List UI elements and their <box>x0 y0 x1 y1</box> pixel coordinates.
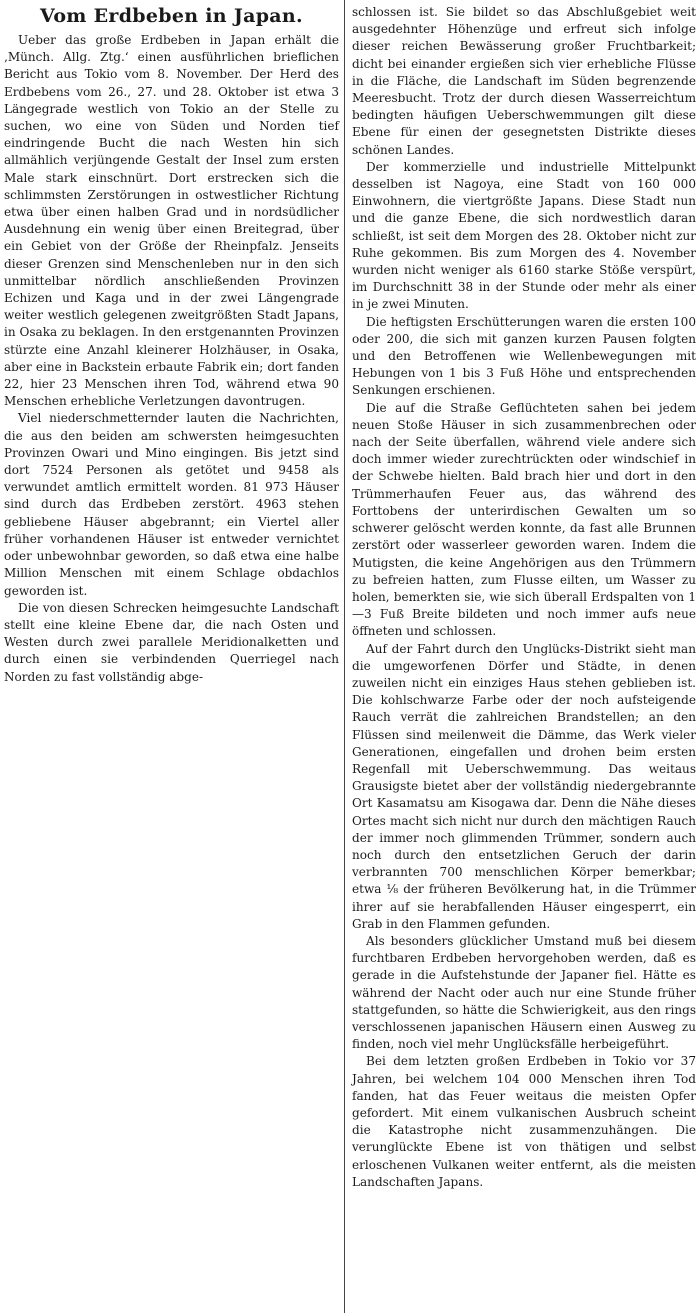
column-divider <box>344 0 345 1313</box>
paragraph-shocks: Die heftigsten Erschütterungen waren die ersten 100 oder 200, die sich mit ganzen kurzen Pausen folgten und den Betroffenen wie Wellenbewegungen mit Hebungen von 1 bis 3 Fuß Höhe und entsprechenden Senkungen erschienen. <box>352 314 696 398</box>
paragraph-casualties: Viel niederschmetternder lauten die Nachrichten, die aus den beiden am schwersten heimgesuchten Provinzen Owari und Mino eingingen. Bis jetzt sind dort 7524 Personen als getötet und 9458 als verwundet amtlich ermittelt worden. 81 973 Häuser sind durch das Erdbeben zerstört. 4963 stehen gebliebene Häuser abgebrannt; ein Viertel aller früher vorhandenen Häuser ist entweder vernichtet oder unbewohnbar geworden, so daß etwa eine halbe Million Menschen mit einem Schlage obdachlos geworden ist. <box>4 411 339 598</box>
paragraph-fortunate: Als besonders glücklicher Umstand muß bei diesem furchtbaren Erdbeben hervorgehoben werden, daß es gerade in die Aufstehstunde der Japaner fiel. Hätte es während der Nacht oder auch nur eine Stunde früher stattgefunden, so hätte die Schwierigkeit, aus den rings verschlossenen japanischen Häusern einen Ausweg zu finden, noch viel mehr Unglücksfälle herbeigeführt. <box>352 933 696 1052</box>
paragraph-landscape: Die von diesen Schrecken heimgesuchte Landschaft stellt eine kleine Ebene dar, die nach Osten und Westen durch zwei parallele Meridionalketten und durch einen sie verbindenden Querriegel nach Norden zu fast vollständig abge- <box>4 600 339 684</box>
paragraph-landscape-continued: schlossen ist. Sie bildet so das Abschlußgebiet weit ausgedehnter Höhenzüge und erfreut sich infolge dieser reichen Bewässerung großer Fruchtbarkeit; dicht bei einander ergießen sich vier erhebliche Flüsse in die Fläche, die Landschaft im Süden begrenzende Meeresbucht. Trotz der durch diesen Wasserreichtum bedingten häufigen Ueberschwemmungen gilt diese Ebene für einen der gesegnetsten Distrikte dieses schönen Landes. <box>352 5 696 157</box>
paragraph-tokio: Bei dem letzten großen Erdbeben in Tokio vor 37 Jahren, bei welchem 104 000 Menschen ihren Tod fanden, hat das Feuer weitaus die meisten Opfer gefordert. Mit einem vulkanischen Ausbruch scheint die Katastrophe nicht zusammenzuhängen. Die verunglückte Ebene ist von thätigen und selbst erloschenen Vulkanen weiter entfernt, als die meisten Landschaften Japans. <box>352 1054 696 1189</box>
right-column <box>352 4 696 1191</box>
paragraph-intro: Ueber das große Erdbeben in Japan erhält die ‚Münch. Allg. Ztg.‘ einen ausführlichen brieflichen Bericht aus Tokio vom 8. November. Der Herd des Erdbebens vom 26., 27. und 28. Oktober ist etwa 3 Längegrade westlich von Tokio an der Stelle zu suchen, wo eine von Süden und Norden tief eindringende Bucht die nach Westen hin sich allmählich verjüngende Gestalt der Insel zum ersten Male stark einschnürt. Dort erstrecken sich die schlimmsten Zerstörungen in ostwestlicher Richtung etwa über einen halben Grad und in nordsüdlicher Ausdehnung ein wenig über einen Breitegrad, über ein Gebiet von der Größe der Rheinpfalz. Jenseits dieser Grenzen sind Menschenleben nur in den sich unmittelbar nördlich anschließenden Provinzen Echizen und Kaga und in der zwei Längengrade weiter westlich gelegenen zweitgrößten Stadt Japans, in Osaka zu beklagen. In den erstgenannten Provinzen stürzte eine Anzahl kleinerer Holzhäuser, in Osaka, aber eine in Backstein erbaute Fabrik ein; dort fanden 22, hier 23 Menschen ihren Tod, während etwa 90 Menschen erhebliche Verletzungen davontrugen. <box>4 33 339 409</box>
article-headline: Vom Erdbeben in Japan. <box>40 5 303 27</box>
paragraph-nagoya: Der kommerzielle und industrielle Mittelpunkt desselben ist Nagoya, eine Stadt von 160 000 Einwohnern, die viertgrößte Japans. Diese Stadt nun und die ganze Ebene, die sich nordwestlich daran schließt, ist seit dem Morgen des 28. Oktober nicht zur Ruhe gekommen. Bis zum Morgen des 4. November wurden nicht weniger als 6160 starke Stöße verspürt, im Durchschnitt 38 in der Stunde oder mehr als einer in je zwei Minuten. <box>352 159 696 312</box>
left-column <box>4 4 339 686</box>
paragraph-journey: Auf der Fahrt durch den Unglücks-Distrikt sieht man die umgeworfenen Dörfer und Städte, in denen zuweilen nicht ein einziges Haus stehen geblieben ist. Die kohlschwarze Farbe oder der noch aufsteigende Rauch verrät die zahlreichen Brandstellen; an den Flüssen sind meilenweit die Dämme, das Werk vieler Generationen, eingefallen und drohen beim ersten Regenfall mit Ueberschwemmung. Das weitaus Grausigste bietet aber der vollständig niedergebrannte Ort Kasamatsu am Kisogawa dar. Denn die Nähe dieses Ortes macht sich nicht nur durch den mächtigen Rauch der immer noch glimmenden Trümmer, sondern auch noch durch den entsetzlichen Geruch der darin verbrannten 700 menschlichen Körper bemerkbar; etwa ⅛ der früheren Bevölkerung hat, in die Trümmer ihrer auf sie herabfallenden Häuser eingesperrt, ein Grab in den Flammen gefunden. <box>352 641 696 931</box>
paragraph-fleeing: Die auf die Straße Geflüchteten sahen bei jedem neuen Stoße Häuser in sich zusammenbrechen oder nach der Seite überfallen, während viele andere sich doch immer wieder zurechtrückten oder windschief in der Schwebe hielten. Bald brach hier und dort in den Trümmerhaufen Feuer aus, das während des Forttobens der unterirdischen Gewalten um so schwerer gelöscht werden konnte, da fast alle Brunnen zerstört oder wasserleer geworden waren. Indem die Mutigsten, die keine Angehörigen aus den Trümmern zu befreien hatten, zum Flusse eilten, um Wasser zu holen, bemerkten sie, wie sich überall Erdspalten von 1—3 Fuß Breite bildeten und noch immer aufs neue öffneten und schlossen. <box>352 400 696 639</box>
